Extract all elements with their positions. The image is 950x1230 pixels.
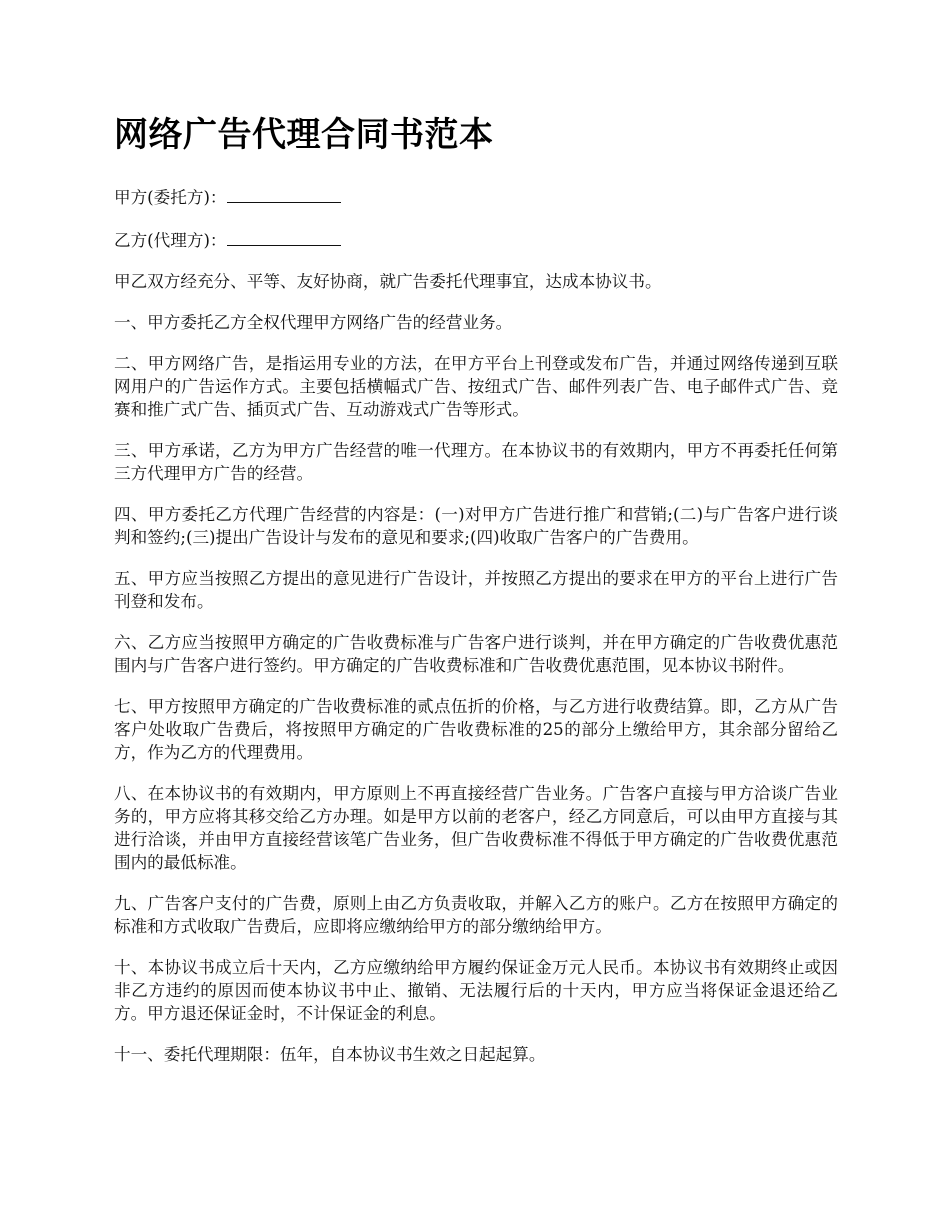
document-body bbox=[114, 112, 838, 1084]
clause-1: 一、甲方委托乙方全权代理甲方网络广告的经营业务。 bbox=[114, 313, 513, 332]
clause-11: 十一、委托代理期限：伍年，自本协议书生效之日起起算。 bbox=[114, 1045, 546, 1064]
clause-10: 十、本协议书成立后十天内，乙方应缴纳给甲方履约保证金万元人民币。本协议书有效期终止或因非乙方违约的原因而使本协议书中止、撤销、无法履行后的十天内，甲方应当将保证金退还给乙方。甲方退还保证金时，不计保证金的利息。 bbox=[114, 958, 838, 1023]
clause-2: 二、甲方网络广告，是指运用专业的方法，在甲方平台上刊登或发布广告，并通过网络传递到互联网用户的广告运作方式。主要包括横幅式广告、按纽式广告、邮件列表广告、电子邮件式广告、竞赛和推广式广告、插页式广告、互动游戏式广告等形式。 bbox=[114, 354, 838, 419]
party-b-label: 乙方(代理方)： bbox=[114, 231, 227, 250]
party-a-label: 甲方(委托方)： bbox=[114, 188, 227, 207]
party-b-blank bbox=[227, 227, 341, 246]
document-title: 网络广告代理合同书范本 bbox=[114, 115, 494, 155]
clause-8: 八、在本协议书的有效期内，甲方原则上不再直接经营广告业务。广告客户直接与甲方洽谈广告业务的，甲方应将其移交给乙方办理。如是甲方以前的老客户，经乙方同意后，可以由甲方直接与其进行洽谈，并由甲方直接经营该笔广告业务，但广告收费标准不得低于甲方确定的广告收费优惠范围内的最低标准。 bbox=[114, 784, 838, 872]
clause-7: 七、甲方按照甲方确定的广告收费标准的贰点伍折的价格，与乙方进行收费结算。即，乙方从广告客户处收取广告费后，将按照甲方确定的广告收费标准的25的部分上缴给甲方，其余部分留给乙方，作为乙方的代理费用。 bbox=[114, 697, 838, 762]
preamble-paragraph: 甲乙双方经充分、平等、友好协商，就广告委托代理事宜，达成本协议书。 bbox=[114, 272, 662, 291]
clause-3: 三、甲方承诺，乙方为甲方广告经营的唯一代理方。在本协议书的有效期内，甲方不再委托任何第三方代理甲方广告的经营。 bbox=[114, 441, 838, 483]
clause-6: 六、乙方应当按照甲方确定的广告收费标准与广告客户进行谈判，并在甲方确定的广告收费优惠范围内与广告客户进行签约。甲方确定的广告收费标准和广告收费优惠范围，见本协议书附件。 bbox=[114, 633, 838, 675]
clause-5: 五、甲方应当按照乙方提出的意见进行广告设计，并按照乙方提出的要求在甲方的平台上进行广告刊登和发布。 bbox=[114, 569, 838, 611]
clause-9: 九、广告客户支付的广告费，原则上由乙方负责收取，并解入乙方的账户。乙方在按照甲方确定的标准和方式收取广告费后，应即将应缴纳给甲方的部分缴纳给甲方。 bbox=[114, 894, 838, 936]
party-a-blank bbox=[227, 184, 341, 203]
party-b-line bbox=[114, 227, 838, 252]
party-a-line bbox=[114, 184, 838, 209]
clause-4: 四、甲方委托乙方代理广告经营的内容是：(一)对甲方广告进行推广和营销;(二)与广告客户进行谈判和签约;(三)提出广告设计与发布的意见和要求;(四)收取广告客户的广告费用。 bbox=[114, 505, 838, 547]
